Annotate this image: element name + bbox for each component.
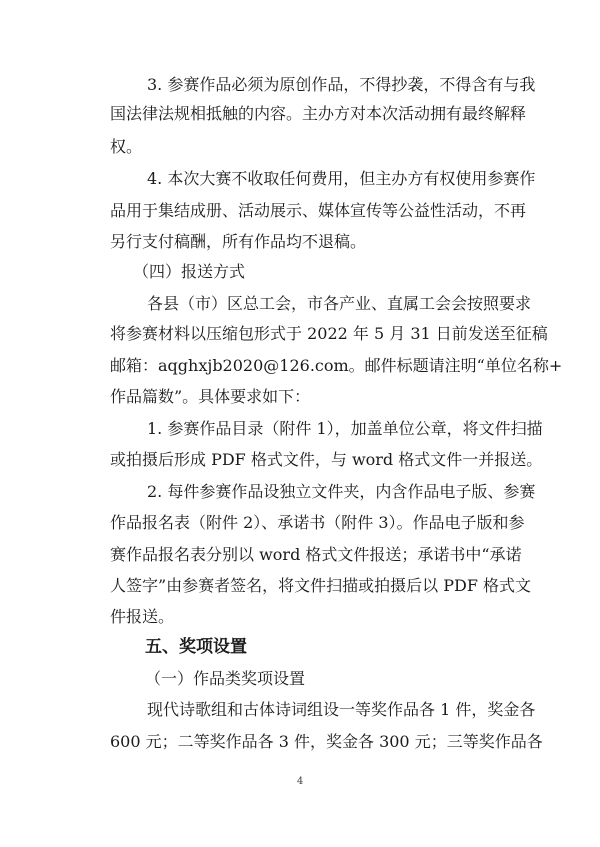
page-number: 4 [296,776,304,787]
text-line: 作品报名表（附件 2）、承诺书（附件 3）。作品电子版和参 [110,513,525,532]
text-line: 品用于集结成册、活动展示、媒体宣传等公益性活动，不再 [110,201,527,220]
text-line: 4. 本次大赛不收取任何费用，但主办方有权使用参赛作 [147,169,536,188]
text-line: 国法律法规相抵触的内容。主办方对本次活动拥有最终解释 [110,104,527,123]
text-line: 件报送。 [110,607,175,626]
text-line: 人签字”由参赛者签名，将文件扫描或拍摄后以 PDF 格式文 [110,576,532,595]
text-line: 将参赛材料以压缩包形式于 2022 年 5 月 31 日前发送至征稿 [110,324,548,343]
text-line: 600 元；二等奖作品各 3 件，奖金各 300 元；三等奖作品各 [110,732,543,751]
section-subheading: （一）作品类奖项设置 [145,669,306,688]
text-line: 1. 参赛作品目录（附件 1），加盖单位公章，将文件扫描 [147,419,543,438]
section-subheading: （四）报送方式 [133,262,246,281]
text-line: 另行支付稿酬，所有作品均不退稿。 [110,232,367,251]
text-line: 或拍摄后形成 PDF 格式文件，与 word 格式文件一并报送。 [110,450,543,469]
section-heading: 五、奖项设置 [145,637,247,657]
text-line: 2. 每件参赛作品设独立文件夹，内含作品电子版、参赛 [147,482,536,501]
text-line: 邮箱：aqghxjb2020@126.com。邮件标题请注明“单位名称+ [110,356,563,375]
text-line: 赛作品报名表分别以 word 格式文件报送；承诺书中“承诺 [110,545,522,564]
text-line: 现代诗歌组和古体诗词组设一等奖作品各 1 件，奖金各 [147,700,536,719]
text-line: 3. 参赛作品必须为原创作品，不得抄袭，不得含有与我 [147,75,536,94]
text-line: 作品篇数”。具体要求如下： [110,387,311,406]
text-line: 各县（市）区总工会，市各产业、直属工会会按照要求 [147,294,532,313]
text-line: 权。 [110,137,143,156]
